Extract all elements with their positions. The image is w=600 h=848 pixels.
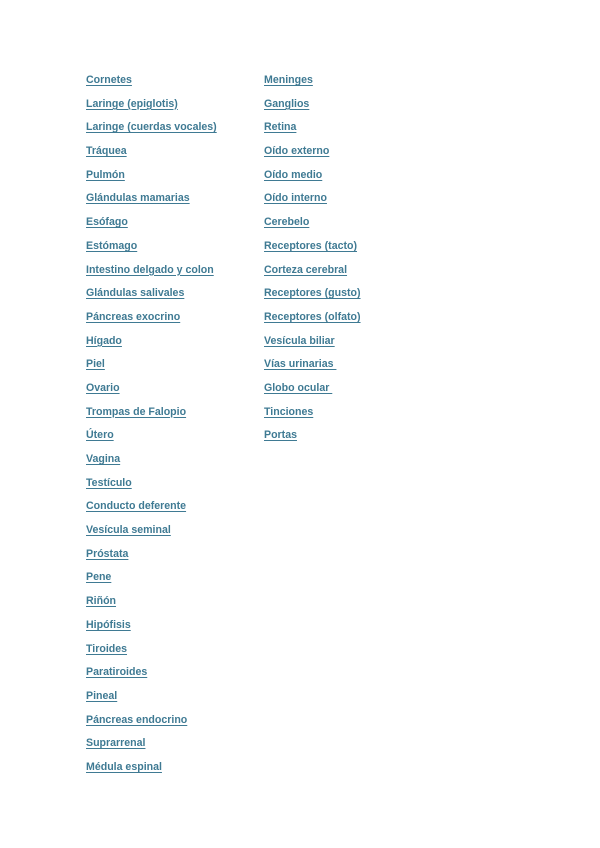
link-vesicula-seminal[interactable]: Vesícula seminal — [86, 524, 171, 537]
list-item — [264, 404, 361, 428]
list-item — [86, 664, 217, 688]
list-item — [86, 190, 217, 214]
link-receptores-gusto[interactable]: Receptores (gusto) — [264, 287, 361, 300]
list-item — [86, 380, 217, 404]
link-globo-ocular[interactable]: Globo ocular — [264, 381, 333, 394]
link-medula-espinal[interactable]: Médula espinal — [86, 760, 162, 773]
link-pineal[interactable]: Pineal — [86, 689, 118, 702]
link-retina[interactable]: Retina — [264, 121, 297, 134]
link-traquea[interactable]: Tráquea — [86, 145, 127, 158]
list-item — [264, 72, 361, 96]
list-item — [264, 119, 361, 143]
link-conducto-deferente[interactable]: Conducto deferente — [86, 500, 187, 513]
list-item — [86, 617, 217, 641]
link-pulmon[interactable]: Pulmón — [86, 168, 125, 181]
link-glandulas-mamarias[interactable]: Glándulas mamarias — [86, 192, 190, 205]
list-item — [264, 380, 361, 404]
link-oido-medio[interactable]: Oído medio — [264, 168, 323, 181]
link-oido-externo[interactable]: Oído externo — [264, 145, 330, 158]
list-item — [86, 759, 217, 783]
list-item — [86, 356, 217, 380]
link-rinon[interactable]: Riñón — [86, 595, 117, 608]
link-laringe-epiglotis[interactable]: Laringe (epiglotis) — [86, 97, 178, 110]
list-item — [86, 333, 217, 357]
list-item — [264, 309, 361, 333]
link-glandulas-salivales[interactable]: Glándulas salivales — [86, 287, 185, 300]
list-item — [86, 712, 217, 736]
list-item — [86, 214, 217, 238]
list-item — [86, 404, 217, 428]
list-item — [264, 262, 361, 286]
link-cornetes[interactable]: Cornetes — [86, 74, 132, 86]
link-ganglios[interactable]: Ganglios — [264, 97, 310, 110]
link-higado[interactable]: Hígado — [86, 334, 122, 347]
link-portas[interactable]: Portas — [264, 429, 297, 442]
list-item — [264, 427, 361, 451]
link-list-left — [86, 72, 217, 783]
link-testiculo[interactable]: Testículo — [86, 476, 132, 489]
link-tinciones[interactable]: Tinciones — [264, 405, 314, 418]
list-item — [86, 96, 217, 120]
link-prostata[interactable]: Próstata — [86, 547, 129, 560]
link-estomago[interactable]: Estómago — [86, 239, 138, 252]
link-suprarrenal[interactable]: Suprarrenal — [86, 737, 146, 750]
list-item — [264, 356, 361, 380]
link-laringe-cuerdas-vocales[interactable]: Laringe (cuerdas vocales) — [86, 121, 217, 134]
list-item — [86, 735, 217, 759]
list-item — [264, 167, 361, 191]
link-paratiroides[interactable]: Paratiroides — [86, 666, 148, 679]
list-item — [264, 238, 361, 262]
list-item — [86, 72, 217, 96]
link-piel[interactable]: Piel — [86, 358, 105, 371]
list-item — [86, 119, 217, 143]
link-corteza-cerebral[interactable]: Corteza cerebral — [264, 263, 348, 276]
link-utero[interactable]: Útero — [86, 429, 114, 442]
link-receptores-olfato[interactable]: Receptores (olfato) — [264, 310, 361, 323]
link-pancreas-exocrino[interactable]: Páncreas exocrino — [86, 310, 181, 323]
list-item — [86, 143, 217, 167]
list-item — [86, 593, 217, 617]
link-trompas-falopio[interactable]: Trompas de Falopio — [86, 405, 187, 418]
link-cerebelo[interactable]: Cerebelo — [264, 216, 310, 229]
link-ovario[interactable]: Ovario — [86, 381, 120, 394]
link-intestino-delgado-colon[interactable]: Intestino delgado y colon — [86, 263, 214, 276]
list-item — [264, 143, 361, 167]
list-item — [264, 190, 361, 214]
list-item — [264, 333, 361, 357]
list-item — [86, 427, 217, 451]
list-item — [86, 569, 217, 593]
list-item — [86, 451, 217, 475]
list-item — [86, 285, 217, 309]
link-receptores-tacto[interactable]: Receptores (tacto) — [264, 239, 358, 252]
list-item — [264, 96, 361, 120]
list-item — [86, 498, 217, 522]
list-item — [86, 238, 217, 262]
list-item — [86, 475, 217, 499]
link-vagina[interactable]: Vagina — [86, 453, 121, 465]
list-item — [86, 309, 217, 333]
list-item — [86, 167, 217, 191]
list-item — [86, 546, 217, 570]
link-list-right — [264, 72, 361, 451]
link-vias-urinarias[interactable]: Vías urinarias — [264, 358, 337, 371]
list-item — [86, 522, 217, 546]
link-pancreas-endocrino[interactable]: Páncreas endocrino — [86, 713, 188, 726]
list-item — [86, 262, 217, 286]
link-oido-interno[interactable]: Oído interno — [264, 192, 327, 205]
list-item — [264, 214, 361, 238]
list-item — [264, 285, 361, 309]
link-pene[interactable]: Pene — [86, 571, 112, 584]
link-tiroides[interactable]: Tiroides — [86, 642, 128, 655]
link-esofago[interactable]: Esófago — [86, 216, 128, 229]
list-item — [86, 641, 217, 665]
link-vesicula-biliar[interactable]: Vesícula biliar — [264, 334, 335, 347]
link-meninges[interactable]: Meninges — [264, 74, 313, 86]
list-item — [86, 688, 217, 712]
link-hipofisis[interactable]: Hipófisis — [86, 618, 131, 631]
